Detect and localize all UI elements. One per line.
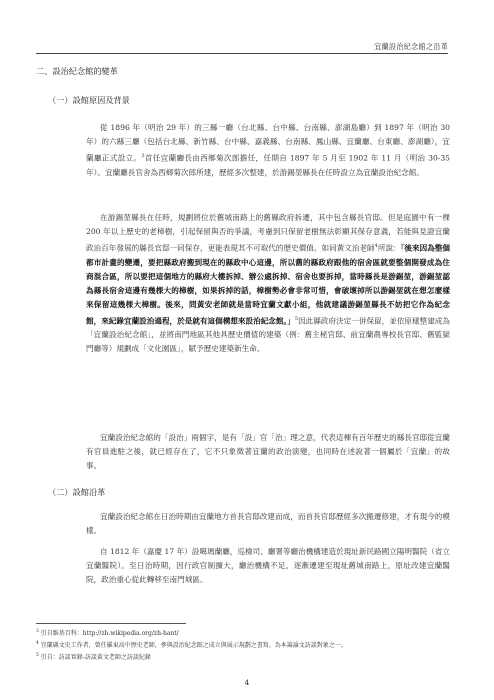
subsection-heading-1: （一）設館原因及背景 xyxy=(48,95,130,105)
footnote-5: $^5$ 引自：訪談實錄-訪談黃文老師之訪談紀錄 xyxy=(36,653,151,661)
paragraph-4: 宜蘭設治紀念館在日治時期由宜蘭地方首長官邸改建而成，而首長官邸歷經多次搬遷修建，才有現今的模樣。 xyxy=(86,512,450,535)
footnote-rule xyxy=(36,623,186,624)
paragraph-2-text-b: 所說： xyxy=(377,243,401,253)
paragraph-3: 宜蘭設治紀念館的「設治」兩個字，是有「設」官「治」理之意，代表這棟有百年歷史的縣長官邸從宜蘭有官員進駐之後，就已經存在了，它不只象徵著宜蘭的政治演變，也同時在述說著一個屬於「宜蘭」的故事。 xyxy=(86,433,450,470)
paragraph-2 xyxy=(86,211,450,356)
section-heading: 二、設治紀念館的變革 xyxy=(36,66,118,76)
footnote-4: $^4$ 宜蘭縣文史工作者，曾任羅東高中歷史老師，參與設治紀念館之成立與展示規劃之書寫。為本籌論文訪談對象之一。 xyxy=(36,641,347,649)
header-rule xyxy=(36,53,448,54)
page-number: 4 xyxy=(244,679,250,687)
paragraph-2-text-a: 在游錫堃縣長在任時，規劃將位於舊城南路上的舊縣政府拆遷，其中包含縣長官邸。但是庭園中有一棵 200 年以上歷史的老樟樹，引起保留與否的爭議，考慮到只保留老樹無法彰顯其保存意義，若能與見證宜蘭政治百年發展的縣長官邸一同保存，更能表現其不可取代的歷史價值。如同黃文治老師 xyxy=(86,213,450,253)
footnote-3: $^3$ 引自維基百科：http://zh.wikipedia.org/zh-hant/ xyxy=(36,629,179,637)
footnote-ref-4[interactable]: 4 xyxy=(374,243,378,249)
paragraph-2-text-c: 因此縣政府決定一併保留，並依原樣整建成為「宜蘭設治紀念館」，並將南門地區其他具歷史價值的建築（例：舊主秘官邸、前宜蘭農專校長官邸、舊監獄門廳等）規劃成「文化園區」，賦予歷史建築新生命。 xyxy=(86,316,450,354)
footnote-ref-5[interactable]: 5 xyxy=(294,315,299,322)
interview-quote: 「後來因為整個都市計畫的變遷，要把縣政府搬到現在的縣政中心這邊，所以舊的縣政府跟他的宿舍區就要整個開發成為住商混合區，所以要把這個地方的縣府大樓拆掉、辦公處拆掉、宿舍也要拆掉，當時縣長是游錫堃，游錫堃認為縣長宿舍這邊有幾棵大的樟樹，如果拆掉的話，樟樹勢必會非常可惜，會破壞掉所以游錫堃就在想怎麼樣來保留這幾棵大樟樹。後來，問黃安老師就是當時宜蘭文獻小組，他就建議游錫堃縣長不妨把它作為紀念館，來紀錄宜蘭設治過程，於是就有這個構想來設治紀念館。」 xyxy=(86,243,451,326)
footnotes xyxy=(36,627,454,663)
subsection-heading-2: （二）設館沿革 xyxy=(48,487,106,497)
paragraph-1-text-b: 首任宜蘭廳長由西鄉菊次郎擔任，任期自 1897 年 5 月至 1902 年 11 月（明治 30-35 年）。宜蘭廳長官舍為西鄉菊次郎所建，歷經多次整建，於游錫堃縣長在任時設立為宜蘭設治紀念館。 xyxy=(86,153,451,177)
footnote-ref-3[interactable]: 3 xyxy=(141,153,145,159)
paragraph-1-text: 從 1896 年（明治 29 年）的三縣一廳（台北縣、台中縣、台南縣、澎湖島廳）到 1897 年（明治 30 年）的六縣三廳（包括台北縣、新竹縣、台中縣、嘉義縣、台南縣、鳳山縣、宜蘭廳、台東廳、澎湖廳），宜蘭廳正式設立。 xyxy=(86,123,450,163)
running-header: 宜蘭設治紀念館之沿革 xyxy=(374,42,448,51)
paragraph-1 xyxy=(86,121,450,180)
paragraph-5: 自 1812 年（嘉慶 17 年）設噶瑪蘭廳，巡檢司、廳署等廳治機構建造於現址新民路國立陽明醫院（省立宜蘭醫院）。至日治時期，因行政官制擴大，廳治機構不足，逐漸遷建至現址舊城南路上，原址改建宜蘭醫院，政治重心從此轉移至南門城區。 xyxy=(86,547,450,584)
